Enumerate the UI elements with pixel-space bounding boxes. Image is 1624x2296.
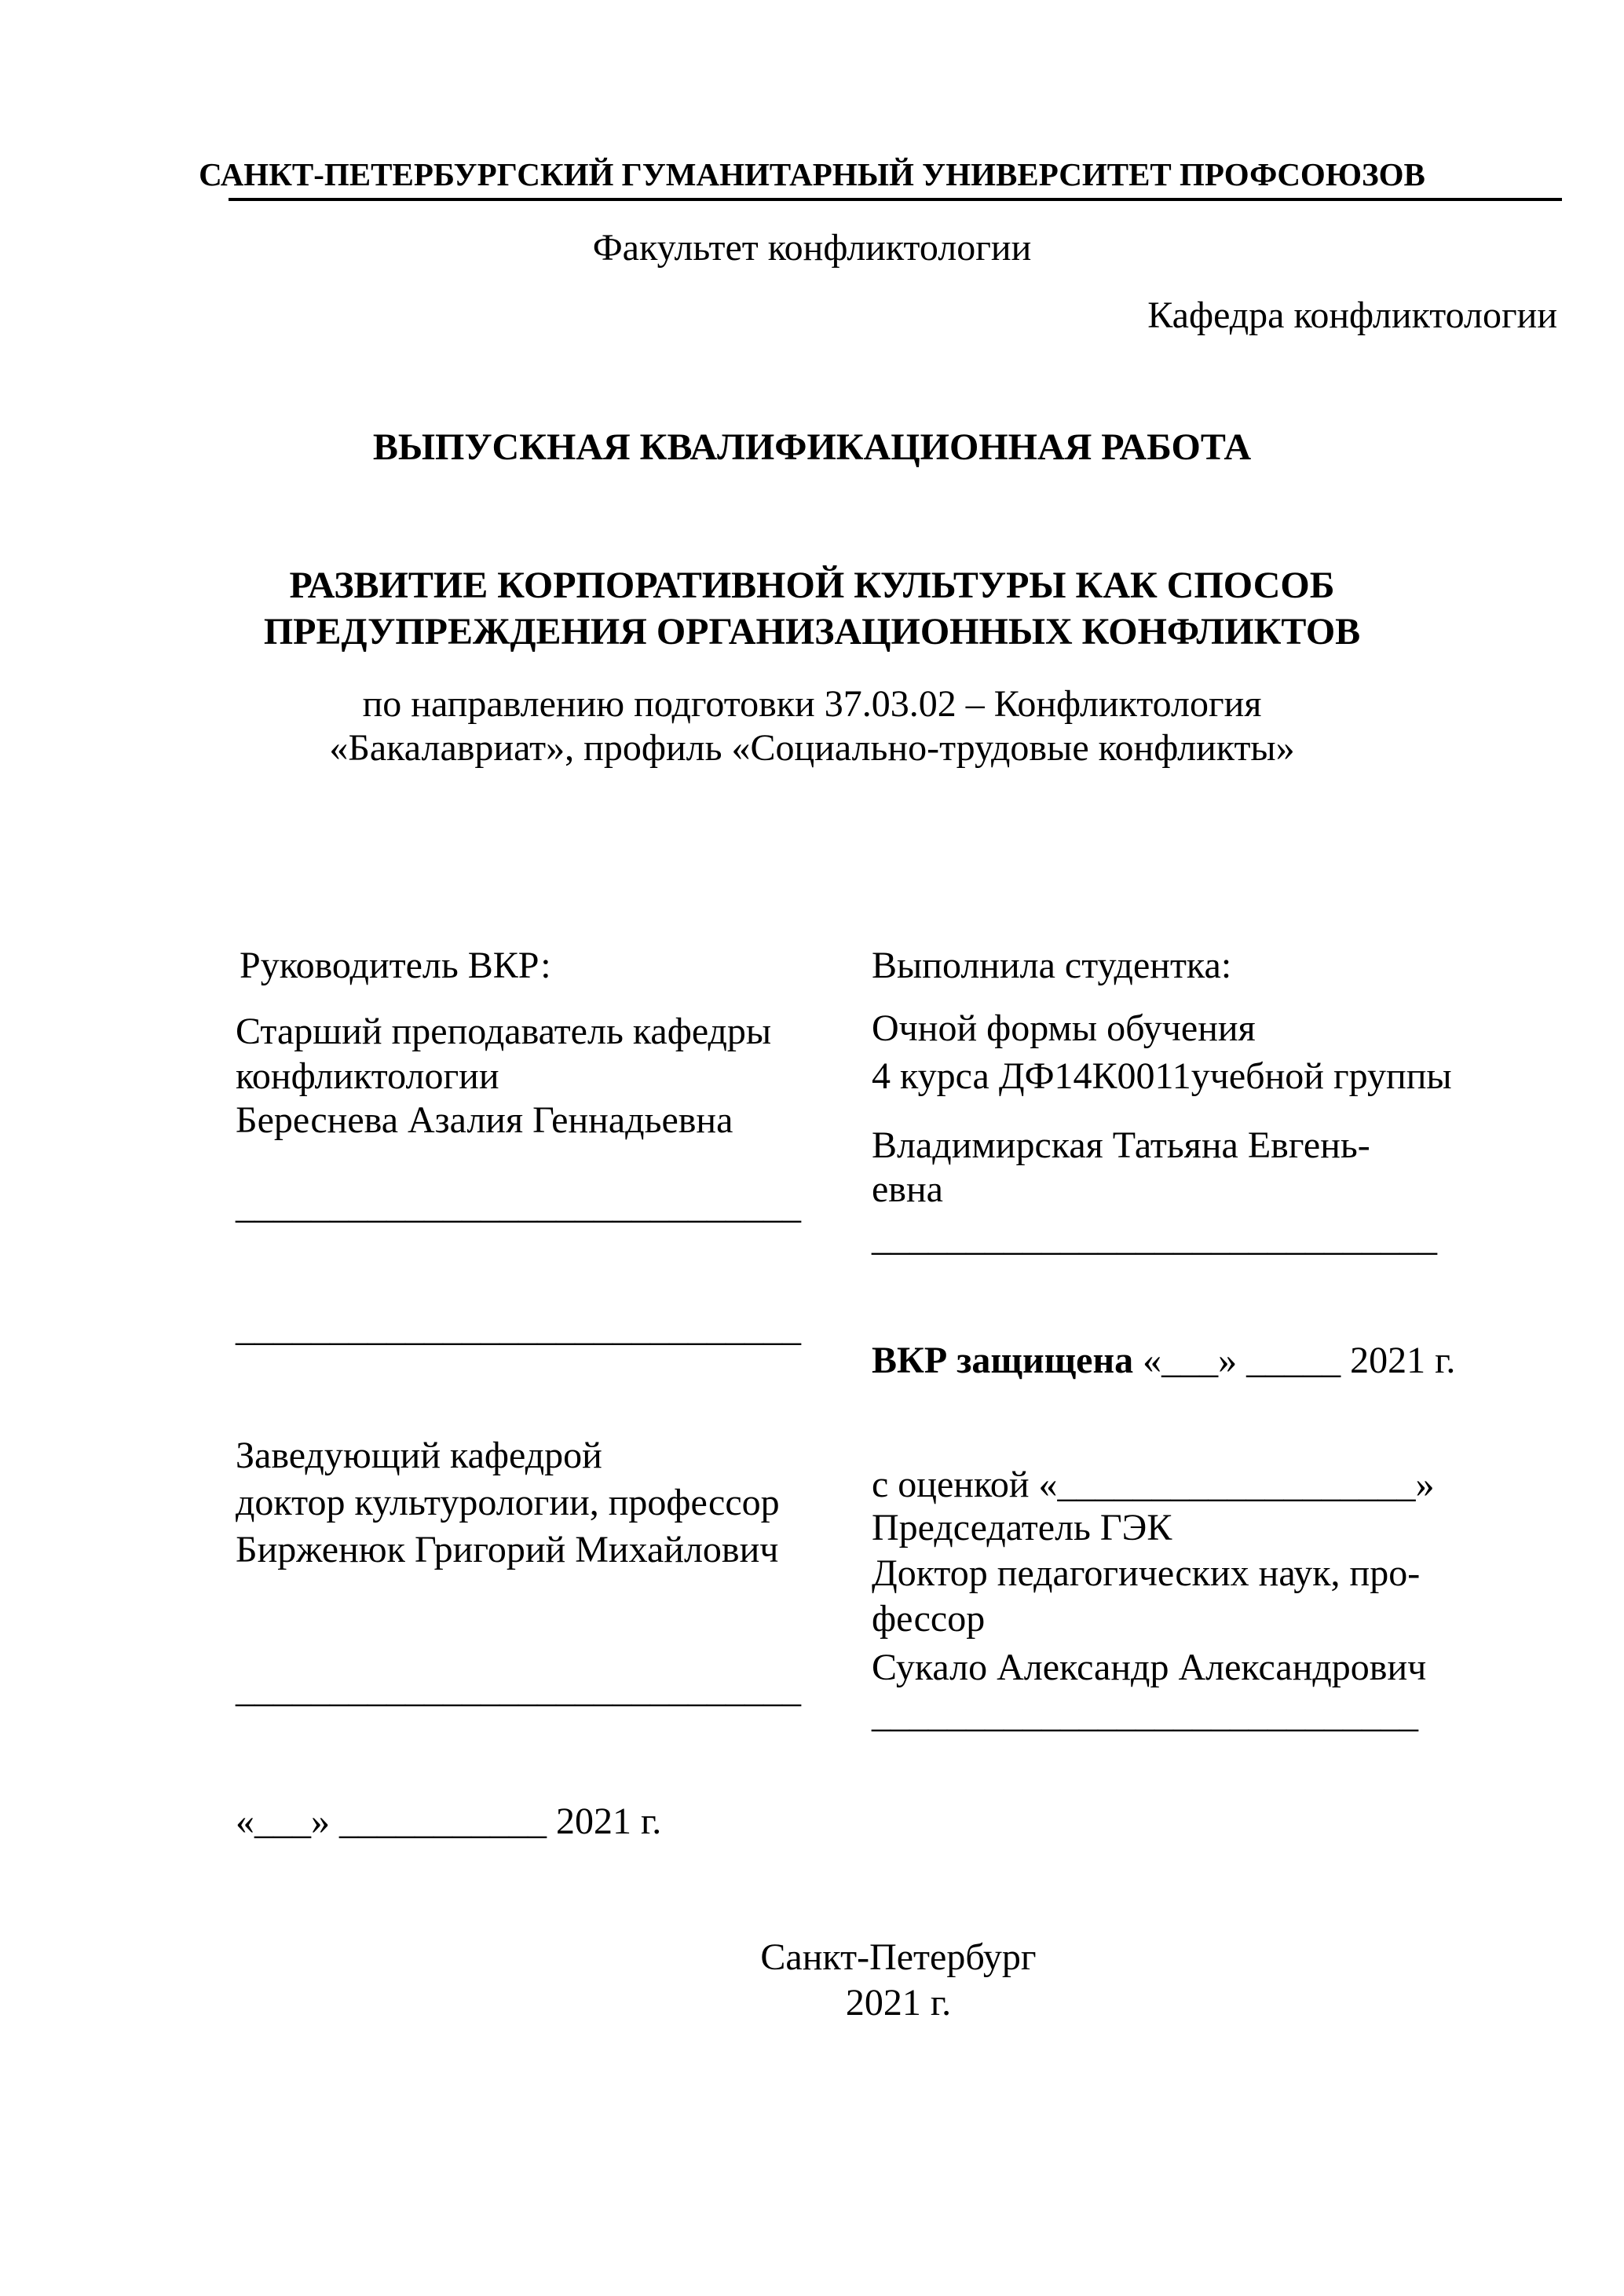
head-signature-line: ______________________________ bbox=[236, 1669, 801, 1710]
department: Кафедра конфликтологии bbox=[1147, 294, 1557, 336]
work-type: ВЫПУСКНАЯ КВАЛИФИКАЦИОННАЯ РАБОТА bbox=[372, 426, 1252, 468]
commission-signature-line: _____________________________ bbox=[872, 1694, 1418, 1735]
student-name-2: евна bbox=[872, 1168, 943, 1210]
supervisor-position: Старший преподаватель кафедры bbox=[236, 1011, 772, 1052]
supervisor-department: конфликтологии bbox=[236, 1055, 499, 1097]
university-name: САНКТ-ПЕТЕРБУРГСКИЙ ГУМАНИТАРНЫЙ УНИВЕРСИТЕТ ПРОФСОЮЗОВ bbox=[199, 156, 1425, 192]
student-label: Выполнила студентка: bbox=[872, 945, 1232, 986]
student-group: 4 курса ДФ14К0011учебной группы bbox=[872, 1055, 1452, 1097]
head-name: Бирженюк Григорий Михайлович bbox=[236, 1529, 779, 1570]
direction-line-2: «Бакалавриат», профиль «Социально-трудовые конфликты» bbox=[329, 727, 1295, 769]
commission-role: Председатель ГЭК bbox=[872, 1507, 1172, 1548]
student-signature-line: ______________________________ bbox=[872, 1217, 1437, 1259]
commission-name: Сукало Александр Александрович bbox=[872, 1647, 1427, 1688]
faculty: Факультет конфликтологии bbox=[592, 227, 1032, 269]
head-degree: доктор культурологии, профессор bbox=[236, 1482, 780, 1523]
direction-line-1: по направлению подготовки 37.03.02 – Конфликтология bbox=[362, 683, 1262, 725]
defense-line bbox=[872, 1339, 1455, 1383]
head-position: Заведующий кафедрой bbox=[236, 1435, 602, 1476]
date-line: «___» ___________ 2021 г. bbox=[236, 1801, 662, 1842]
supervisor-signature-line-2: ______________________________ bbox=[236, 1307, 801, 1349]
commission-degree-2: фессор bbox=[872, 1598, 986, 1640]
title-line-1: РАЗВИТИЕ КОРПОРАТИВНОЙ КУЛЬТУРЫ КАК СПОСОБ bbox=[289, 565, 1335, 606]
supervisor-name: Береснева Азалия Геннадьевна bbox=[236, 1099, 733, 1141]
defense-date: «___» _____ 2021 г. bbox=[1133, 1340, 1456, 1381]
student-study-form: Очной формы обучения bbox=[872, 1007, 1256, 1049]
commission-degree-1: Доктор педагогических наук, про- bbox=[872, 1552, 1421, 1594]
supervisor-signature-line: ______________________________ bbox=[236, 1185, 801, 1227]
title-line-2: ПРЕДУПРЕЖДЕНИЯ ОРГАНИЗАЦИОННЫХ КОНФЛИКТОВ bbox=[263, 611, 1361, 653]
supervisor-label: Руководитель ВКР: bbox=[240, 945, 551, 986]
header-rule bbox=[229, 198, 1562, 201]
city: Санкт-Петербург bbox=[760, 1936, 1037, 1978]
defense-label: ВКР защищена bbox=[872, 1340, 1134, 1381]
year: 2021 г. bbox=[845, 1982, 952, 2024]
student-name-1: Владимирская Татьяна Евгень- bbox=[872, 1124, 1370, 1166]
grade-line: с оценкой «___________________» bbox=[872, 1464, 1435, 1505]
